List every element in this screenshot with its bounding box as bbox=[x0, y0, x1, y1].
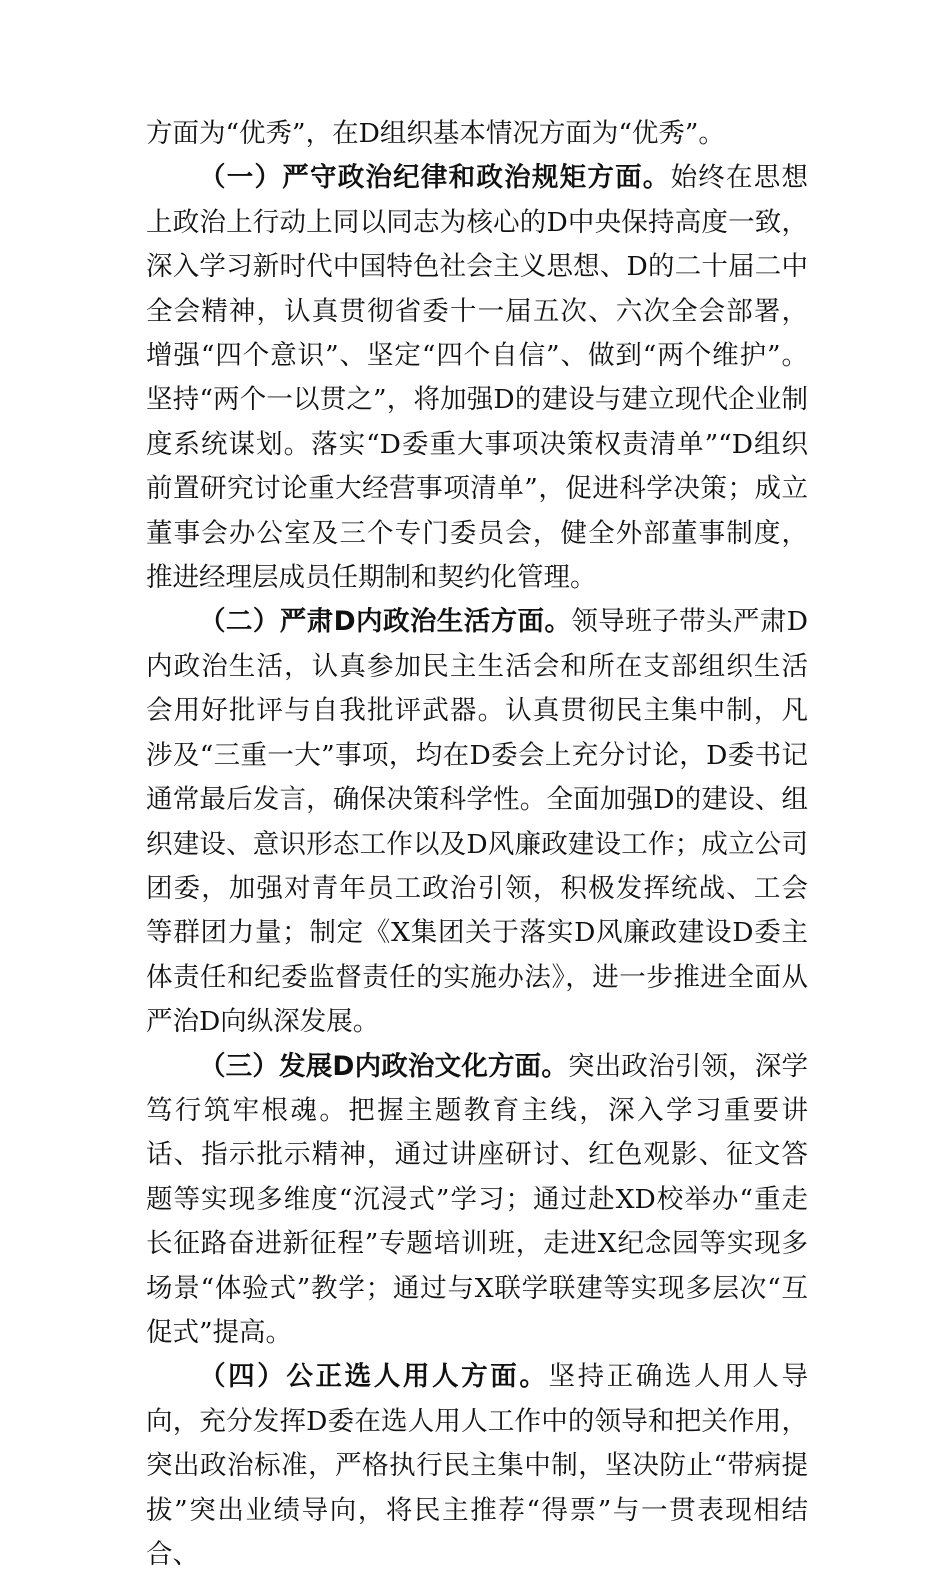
section-1-heading: （一）严守政治纪律和政治规矩方面。 bbox=[199, 162, 671, 194]
section-4-paragraph bbox=[146, 1355, 808, 1577]
section-3-paragraph bbox=[146, 1045, 808, 1356]
section-1-paragraph bbox=[146, 156, 808, 600]
section-3-heading: （三）发展D内政治文化方面。 bbox=[199, 1050, 569, 1082]
section-4-body: 坚持正确选人用人导向，充分发挥D委在选人用人工作中的领导和把关作用，突出政治标准，严格执行民主集中制，坚决防止“带病提拔”突出业绩导向，将民主推荐“得票”与一贯表现相结合、 bbox=[146, 1361, 808, 1570]
section-2-body: 领导班子带头严肃D内政治生活，认真参加民主生活会和所在支部组织生活会用好批评与自我批评武器。认真贯彻民主集中制，凡涉及“三重一大”事项，均在D委会上充分讨论，D委书记通常最后发言，确保决策科学性。全面加强D的建设、组织建设、意识形态工作以及D风廉政建设工作；成立公司团委，加强对青年员工政治引领，积极发挥统战、工会等群团力量；制定《X集团关于落实D风廉政建设D委主体责任和纪委监督责任的实施办法》，进一步推进全面从严治D向纵深发展。 bbox=[146, 606, 809, 1038]
section-1-body: 始终在思想上政治上行动上同以同志为核心的D中央保持高度一致，深入学习新时代中国特色社会主义思想、D的二十届二中全会精神，认真贯彻省委十一届五次、六次全会部署，增强“四个意识”、坚定“四个自信”、做到“两个维护”。坚持“两个一以贯之”，将加强D的建设与建立现代企业制度系统谋划。落实“D委重大事项决策权责清单”“D组织前置研究讨论重大经营事项清单”，促进科学决策；成立董事会办公室及三个专门委员会，健全外部董事制度，推进经理层成员任期制和契约化管理。 bbox=[146, 162, 809, 594]
section-4-heading: （四）公正选人用人方面。 bbox=[199, 1361, 549, 1393]
section-2-paragraph bbox=[146, 600, 808, 1044]
section-3-body: 突出政治引领，深学笃行筑牢根魂。把握主题教育主线，深入学习重要讲话、指示批示精神，通过讲座研讨、红色观影、征文答题等实现多维度“沉浸式”学习；通过赴XD校举办“重走长征路奋进新征程”专题培训班，走进X纪念园等实现多场景“体验式”教学；通过与X联学联建等实现多层次“互促式”提高。 bbox=[146, 1050, 809, 1348]
document-body bbox=[146, 112, 808, 1577]
intro-paragraph: 方面为“优秀”，在D组织基本情况方面为“优秀”。 bbox=[146, 118, 725, 149]
section-2-heading: （二）严肃D内政治生活方面。 bbox=[199, 606, 572, 638]
